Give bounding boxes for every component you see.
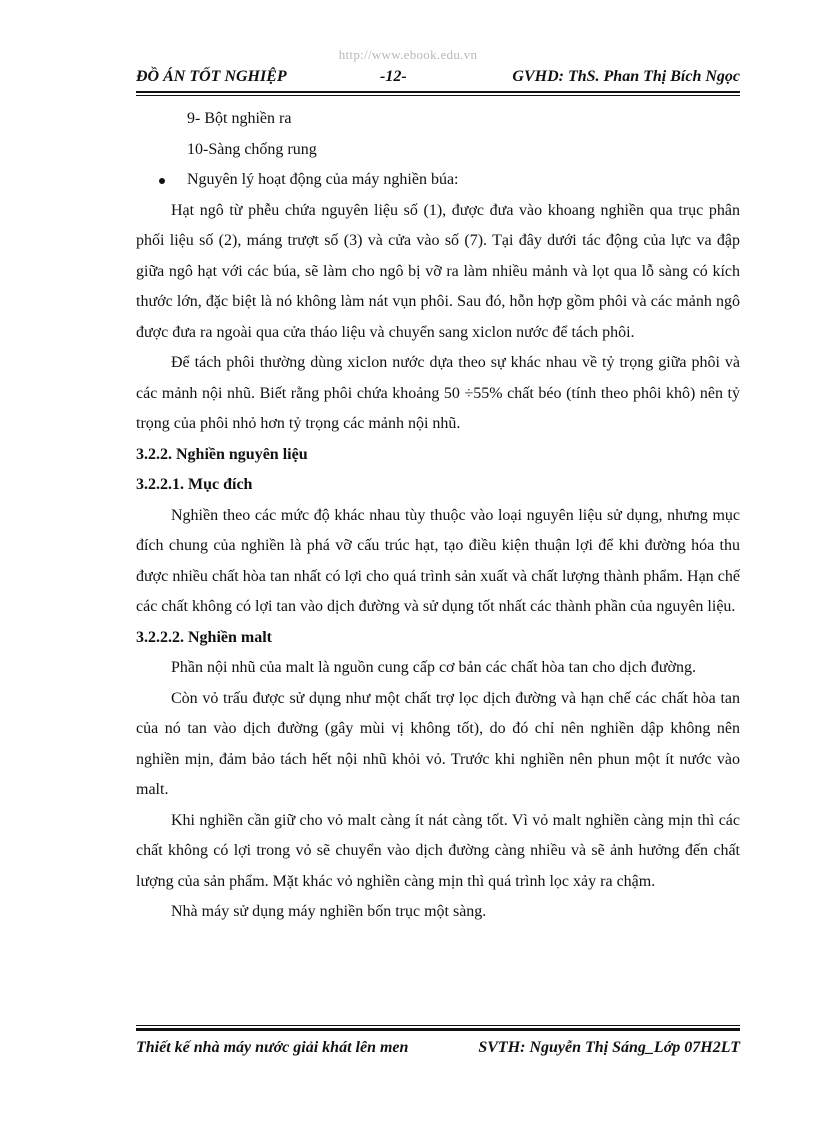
- footer-rule-thick: [136, 1028, 740, 1031]
- header-rule-thin: [136, 95, 740, 96]
- footer-rule-thin: [136, 1025, 740, 1026]
- subsection-heading: 3.2.2.1. Mục đích: [136, 476, 253, 493]
- paragraph: Nhà máy sử dụng máy nghiền bốn trục một sàng.: [171, 903, 487, 920]
- paragraph: Để tách phôi thường dùng xiclon nước dựa theo sự khác nhau về tỷ trọng giữa phôi và các mảnh nội nhũ. Biết rằng phôi chứa khoảng 50 ÷55% chất béo (tính theo phôi khô) nên tỷ trọng của phôi nhỏ hơn tỷ trọng các mảnh nội nhũ.: [136, 354, 740, 432]
- watermark-url: http://www.ebook.edu.vn: [338, 47, 478, 62]
- paragraph: Khi nghiền cần giữ cho vỏ malt càng ít nát càng tốt. Vì vỏ malt nghiền càng mịn thì các chất không có lợi trong vỏ sẽ chuyển vào dịch đường càng nhiều và sẽ ảnh hưởng đến chất lượng của sản phẩm. Mặt khác vỏ nghiền càng mịn thì quá trình lọc xảy ra chậm.: [136, 811, 740, 890]
- footer-student: SVTH: Nguyễn Thị Sáng_Lớp 07H2LT: [478, 1039, 740, 1056]
- page-header: [136, 66, 740, 90]
- paragraph: Còn vỏ trấu được sử dụng như một chất trợ lọc dịch đường và hạn chế các chất hòa tan của nó tan vào dịch đường (gây mùi vị không tốt), do đó chỉ nên nghiền dập không nên nghiền mịn, đảm bảo tách hết nội nhũ khỏi vỏ. Trước khi nghiền nên phun một ít nước vào malt.: [136, 689, 740, 798]
- bullet-text: Nguyên lý hoạt động của máy nghiền búa:: [187, 171, 459, 188]
- footer-project-title: Thiết kế nhà máy nước giải khát lên men: [136, 1039, 409, 1056]
- header-supervisor: GVHD: ThS. Phan Thị Bích Ngọc: [512, 68, 740, 85]
- list-item: 9- Bột nghiền ra: [187, 110, 292, 127]
- page-number: -12-: [380, 68, 407, 85]
- section-heading: 3.2.2. Nghiền nguyên liệu: [136, 445, 308, 463]
- list-item: 10-Sàng chống rung: [187, 140, 317, 158]
- paragraph: Phần nội nhũ của malt là nguồn cung cấp cơ bản các chất hòa tan cho dịch đường.: [171, 659, 696, 676]
- paragraph: Hạt ngô từ phễu chứa nguyên liệu số (1), được đưa vào khoang nghiền qua trục phân phối liệu số (2), máng trượt số (3) và cửa vào số (7). Tại đây dưới tác động của lực va đập giữa ngô hạt với các búa, sẽ làm cho ngô bị vỡ ra làm nhiều mảnh và lọt qua lỗ sàng có kích thước lớn, đặc biệt là nó không làm nát vụn phôi. Sau đó, hỗn hợp gồm phôi và các mảnh ngô được đưa ra ngoài qua cửa tháo liệu và chuyển sang xiclon nước để tách phôi.: [136, 201, 740, 341]
- header-title: ĐỒ ÁN TỐT NGHIỆP: [136, 68, 287, 85]
- page-body: [136, 104, 740, 928]
- bullet-icon: [159, 178, 165, 184]
- subsection-heading: 3.2.2.2. Nghiền malt: [136, 628, 272, 646]
- page-footer: [136, 1037, 740, 1059]
- header-rule-thick: [136, 91, 740, 93]
- paragraph: Nghiền theo các mức độ khác nhau tùy thuộc vào loại nguyên liệu sử dụng, nhưng mục đích chung của nghiền là phá vỡ cấu trúc hạt, tạo điều kiện thuận lợi để khi đường hóa thu được nhiều chất hòa tan nhất có lợi cho quá trình sản xuất và chất lượng thành phẩm. Hạn chế các chất không có lợi tan vào dịch đường và sử dụng tốt nhất các thành phần của nguyên liệu.: [136, 506, 740, 615]
- bullet-item: [136, 165, 740, 196]
